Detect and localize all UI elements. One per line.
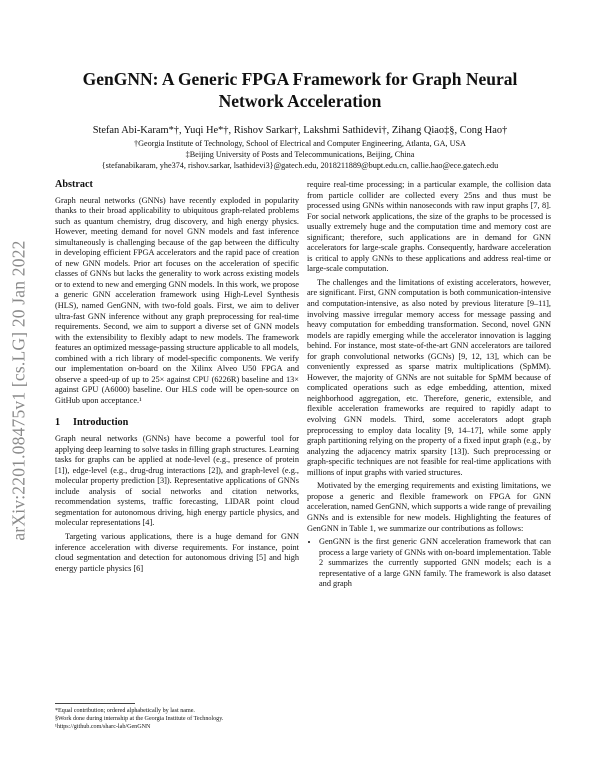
right-paragraph-1: require real-time processing; in a particular example, the collision data from particle collider are collected every 25ns and thus must be processed using GNNs within nanoseconds with raw input graphs [7, 8]. For social network applications, the size of the graphs to be processed is usually extremely huge and the computation time and memory cost are significant; therefore, such applications are in demand for GNN accelerators for large-scale graphs. Consequently, hardware acceleration is critical to apply GNNs to these applications and address real-time or large-scale computation. — [307, 180, 551, 274]
right-column — [307, 180, 551, 590]
intro-paragraph-1: Graph neural networks (GNNs) have become a powerful tool for applying deep learning to solve tasks in filling graph structures. Learning tasks for graphs can be applied at node-level (e.g., presence of protein [1]), edge-level (e.g., drug-drug interactions [2]), and graph-level (e.g., molecular property prediction [3]). Representative applications of GNNs include analysis of social networks and citation networks, recommendation systems, traffic forecasting, LIDAR point cloud segmentation for autonomous driving, high energy particle physics, and molecular representations [4]. — [55, 434, 299, 528]
right-paragraph-2: The challenges and the limitations of existing accelerators, however, are significant. First, GNN computation is both communication-intensive and computation-intensive, as also noted by previous literature [9–11], involving massive irregular memory access for message passing and heavy computation for embedding transformation. Second, novel GNN models are rapidly emerging while the accelerator innovation is lagging behind. For instance, most state-of-the-art GNN accelerators are tailored for graph convolutional networks (GCNs) [9, 12, 13], which can be conveniently expressed as sparse matrix multiplications (SpMM). However, the majority of GNNs are not suitable for SpMM because of complicated operations such as edge embedding, attention, mixed neighborhood aggregation, etc. Therefore, generic, extensible, and flexible acceleration frameworks are required to rapidly adapt to evolving GNN models. Third, some accelerators adopt graph preprocessing to employ data locality [9, 14–17], while some apply graph partitioning relying on the property of a fixed input graph (e.g., by analyzing the adjacency matrix sparsity [13]). Such preprocessing or graph-specific techniques are not feasible for real-time applications with millions of input graphs with varied structures. — [307, 277, 551, 477]
abstract-text: Graph neural networks (GNNs) have recently exploded in popularity thanks to their broad applicability to ubiquitous graph-related problems such as quantum chemistry, drug discovery, and high energy physics. However, meeting demand for novel GNN models and fast inference simultaneously is challenging because of the gap between the difficulty in developing efficient FPGA accelerators and the rapid pace of creation of new GNN models. Prior art focuses on the acceleration of specific classes of GNNs but lacks the generality to work across existing models or to extend to new and emerging GNN models. In this work, we propose a generic GNN acceleration framework using High-Level Synthesis (HLS), named GenGNN, with two-fold goals. First, we aim to deliver ultra-fast GNN inference without any graph preprocessing for real-time requirements. Second, we aim to support a diverse set of GNN models with the extensibility to flexibly adapt to new models. The framework features an optimized message-passing structure applicable to all models, combined with a rich library of model-specific components. We verify our implementation on-board on the Xilinx Alveo U50 FPGA and observe a speed-up of up to 25× against CPU (6226R) baseline and 13× against GPU (A6000) baseline. Our HLS code will be open-source on GitHub upon acceptance.¹ — [55, 195, 299, 405]
contribution-item: • GenGNN is the first generic GNN acceleration framework that can process a large variety of GNNs with on-board implementation. Table 2 summarizes the currently supported GNN models; each is a representative of a large GNN family. The framework is also dataset and graph — [319, 537, 551, 590]
footnote-rule — [55, 703, 135, 704]
section-number: 1 — [55, 417, 61, 429]
contribution-list — [307, 537, 551, 590]
arxiv-id: arXiv:2201.08475v1 [cs.LG] 20 Jan 2022 — [8, 239, 29, 541]
footnote-internship: §Work done during internship at the Georgia Institute of Technology. — [55, 716, 224, 723]
affiliation-bupt: ‡Beijing University of Posts and Telecommunications, Beijing, China — [185, 150, 415, 159]
footnotes — [55, 703, 299, 732]
abstract-heading: Abstract — [55, 179, 93, 190]
intro-paragraph-2: Targeting various applications, there is a huge demand for GNN inference acceleration with diverse requirements. For instance, point cloud segmentation and detection for autonomous driving [5] and high energy particle physics [6] — [55, 531, 299, 573]
paper-title: GenGNN: A Generic FPGA Framework for Graph Neural Network Acceleration — [82, 69, 518, 111]
left-column — [55, 180, 299, 574]
section-title: Introduction — [73, 417, 129, 429]
author-list: Stefan Abi-Karam*†, Yuqi He*†, Rishov Sarkar†, Lakshmi Sathidevi†, Zihang Qiao‡§, Cong Hao† — [92, 125, 508, 136]
section-heading-introduction — [55, 418, 299, 429]
affiliation-georgia-tech: †Georgia Institute of Technology, School of Electrical and Computer Engineering, Atlanta, GA, USA — [134, 139, 466, 148]
footnote-equal-contribution: *Equal contribution; ordered alphabetically by last name. — [55, 708, 195, 714]
arxiv-watermark — [8, 200, 30, 580]
right-paragraph-3: Motivated by the emerging requirements and existing limitations, we propose a generic and flexible framework on FPGA for GNN acceleration, named GenGNN, which supports a wide range of prevailing GNNs and is extensible for new models. Highlighting the features of GenGNN in Table 1, we summarize our contributions as follows: — [307, 481, 551, 533]
footnote-github-link[interactable]: ¹https://github.com/sharc-lab/GenGNN — [55, 724, 151, 731]
author-emails: {stefanabikaram, yhe374, rishov.sarkar, lsathidevi3}@gatech.edu, 2018211889@bupt.edu.cn, callie.hao@ece.gatech.edu — [101, 161, 499, 170]
